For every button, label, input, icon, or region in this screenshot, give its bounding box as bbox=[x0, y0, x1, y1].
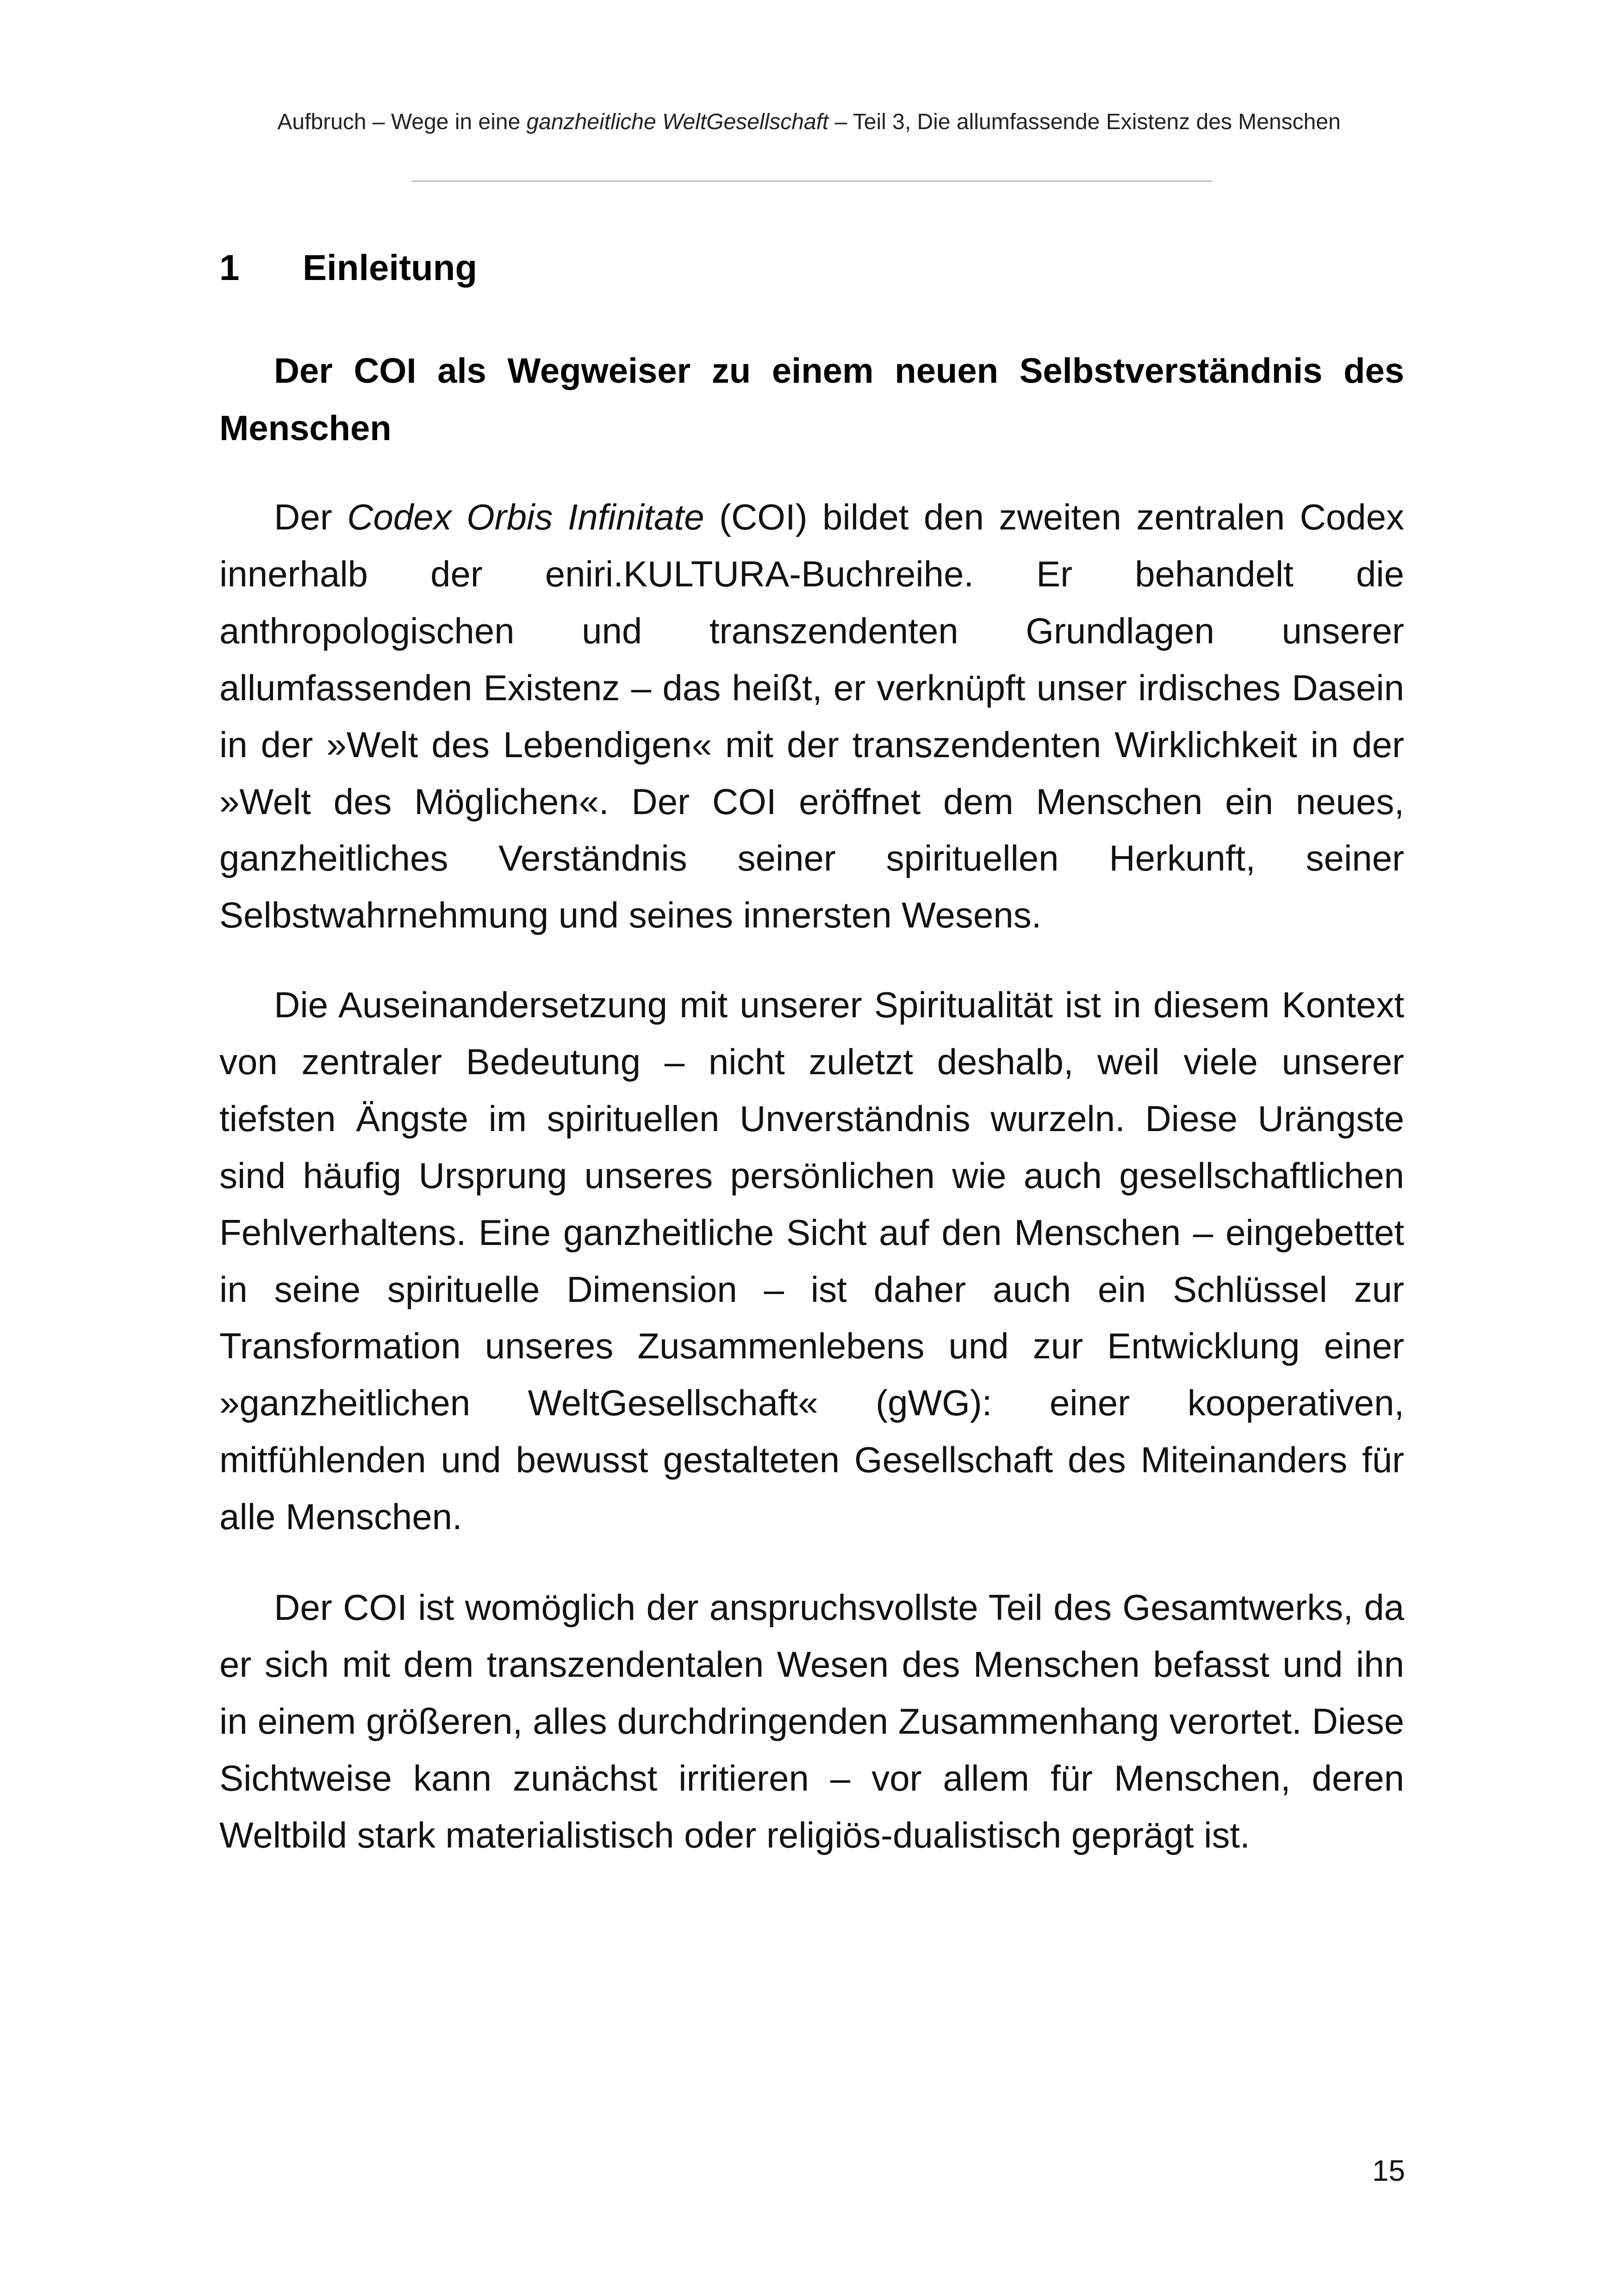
paragraph-1-italic-title: Codex Orbis Infinitate bbox=[347, 497, 704, 537]
body-paragraph-3: Der COI ist womöglich der anspruchsvollste Teil des Gesamtwerks, da er sich mit dem transzendentalen Wesen des Menschen befasst und ihn in einem größeren, alles durchdringenden Zusammenhang verortet. Diese Sichtweise kann zunächst irritieren – vor allem für Menschen, deren Weltbild stark materialistisch oder religiös-dualistisch geprägt ist. bbox=[219, 1587, 1404, 1855]
paragraph-1-lead: Der bbox=[274, 497, 348, 537]
running-header bbox=[0, 107, 1618, 137]
running-header-prefix: Aufbruch – Wege in eine bbox=[277, 110, 527, 134]
running-header-italic: ganzheitliche WeltGesellschaft bbox=[526, 110, 829, 134]
chapter-number: 1 bbox=[219, 247, 240, 288]
header-divider bbox=[412, 180, 1212, 182]
body-paragraph-1 bbox=[219, 489, 1404, 944]
section-heading: Der COI als Wegweiser zu einem neuen Selbstverständnis des Menschen bbox=[219, 351, 1404, 448]
running-header-suffix: – Teil 3, Die allumfassende Existenz des Menschen bbox=[828, 110, 1341, 134]
chapter-title: Einleitung bbox=[303, 247, 477, 288]
body-paragraph-2: Die Auseinandersetzung mit unserer Spiritualität ist in diesem Kontext von zentraler Bedeutung – nicht zuletzt deshalb, weil viele unserer tiefsten Ängste im spirituellen Unverständnis wurzeln. Diese Urängste sind häufig Ursprung unseres persönlichen wie auch gesellschaftlichen Fehlverhaltens. Eine ganzheitliche Sicht auf den Menschen – eingebettet in seine spirituelle Dimension – ist daher auch ein Schlüssel zur Transformation unseres Zusammenlebens und zur Entwicklung einer »ganzheitlichen WeltGesellschaft« (gWG): einer kooperativen, mitfühlenden und bewusst gestalteten Gesellschaft des Miteinanders für alle Menschen. bbox=[219, 984, 1404, 1537]
chapter-heading bbox=[219, 244, 477, 291]
page-number: 15 bbox=[1372, 2154, 1405, 2187]
paragraph-1-rest: (COI) bildet den zweiten zentralen Codex innerhalb der eniri.KULTURA-Buchreihe. Er behandelt die anthropologischen und transzendenten Grundlagen unserer allumfassenden Existenz – das heißt, er verknüpft unser irdisches Dasein in der »Welt des Lebendigen« mit der transzendenten Wirklichkeit in der »Welt des Möglichen«. Der COI eröffnet dem Menschen ein neues, ganzheitliches Verständnis seiner spirituellen Herkunft, seiner Selbstwahrnehmung und seines innersten Wesens. bbox=[219, 497, 1404, 936]
